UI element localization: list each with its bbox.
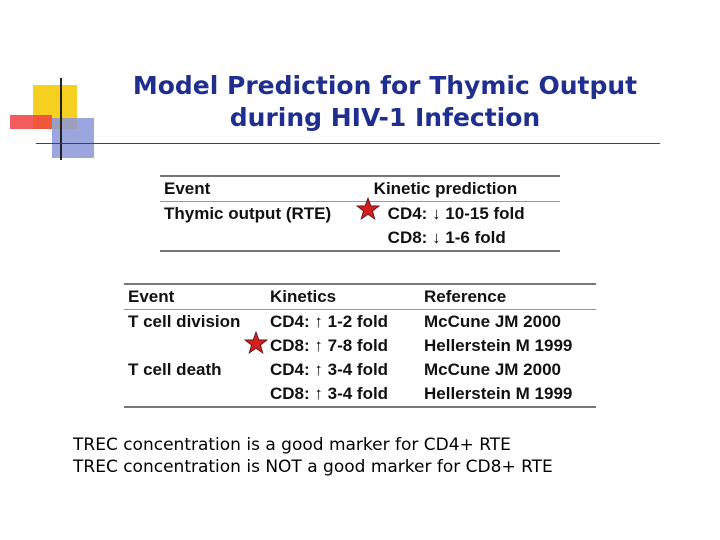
table-cell xyxy=(160,226,370,251)
table-cell: CD8: ↑ 7-8 fold xyxy=(270,336,389,355)
column-header-event: Event xyxy=(160,176,370,202)
note-line-2: TREC concentration is NOT a good marker for CD8+ RTE xyxy=(73,457,553,477)
decorative-vertical-line xyxy=(60,78,62,160)
table-cell xyxy=(124,382,266,407)
star-icon xyxy=(244,331,268,355)
table-cell: T cell division xyxy=(128,312,241,331)
table-row xyxy=(124,358,596,382)
kinetics-table xyxy=(124,283,596,408)
table-cell: T cell death xyxy=(128,360,222,379)
decorative-horizontal-line xyxy=(36,143,660,144)
column-header-kinetic-prediction: Kinetic prediction xyxy=(370,176,560,202)
table-row xyxy=(124,310,596,335)
table-cell: McCune JM 2000 xyxy=(424,312,561,331)
slide-title xyxy=(100,70,670,134)
title-line-2: during HIV-1 Infection xyxy=(229,103,541,132)
column-header-reference: Reference xyxy=(420,284,596,310)
table-cell: McCune JM 2000 xyxy=(424,360,561,379)
column-header-kinetics: Kinetics xyxy=(266,284,420,310)
table-cell: CD4: ↓ 10-15 fold xyxy=(387,204,525,223)
decorative-red-bar xyxy=(10,115,52,129)
column-header-event: Event xyxy=(124,284,266,310)
table-cell: Hellerstein M 1999 xyxy=(424,336,573,355)
table-cell: Hellerstein M 1999 xyxy=(420,382,596,407)
table-cell: CD4: ↑ 3-4 fold xyxy=(270,360,389,379)
table-header-row xyxy=(124,284,596,310)
star-icon xyxy=(356,197,380,221)
table-row xyxy=(160,226,560,251)
title-line-1: Model Prediction for Thymic Output xyxy=(132,71,638,100)
decorative-blue-square xyxy=(52,118,94,158)
table-cell: CD4: ↑ 1-2 fold xyxy=(270,312,389,331)
table-row xyxy=(124,334,596,358)
table-cell: Thymic output (RTE) xyxy=(164,204,332,223)
notes-block xyxy=(73,434,553,478)
table-row xyxy=(124,382,596,407)
table-cell: CD8: ↓ 1-6 fold xyxy=(370,226,560,251)
note-line-1: TREC concentration is a good marker for CD4+ RTE xyxy=(73,435,511,455)
table-cell: CD8: ↑ 3-4 fold xyxy=(266,382,420,407)
